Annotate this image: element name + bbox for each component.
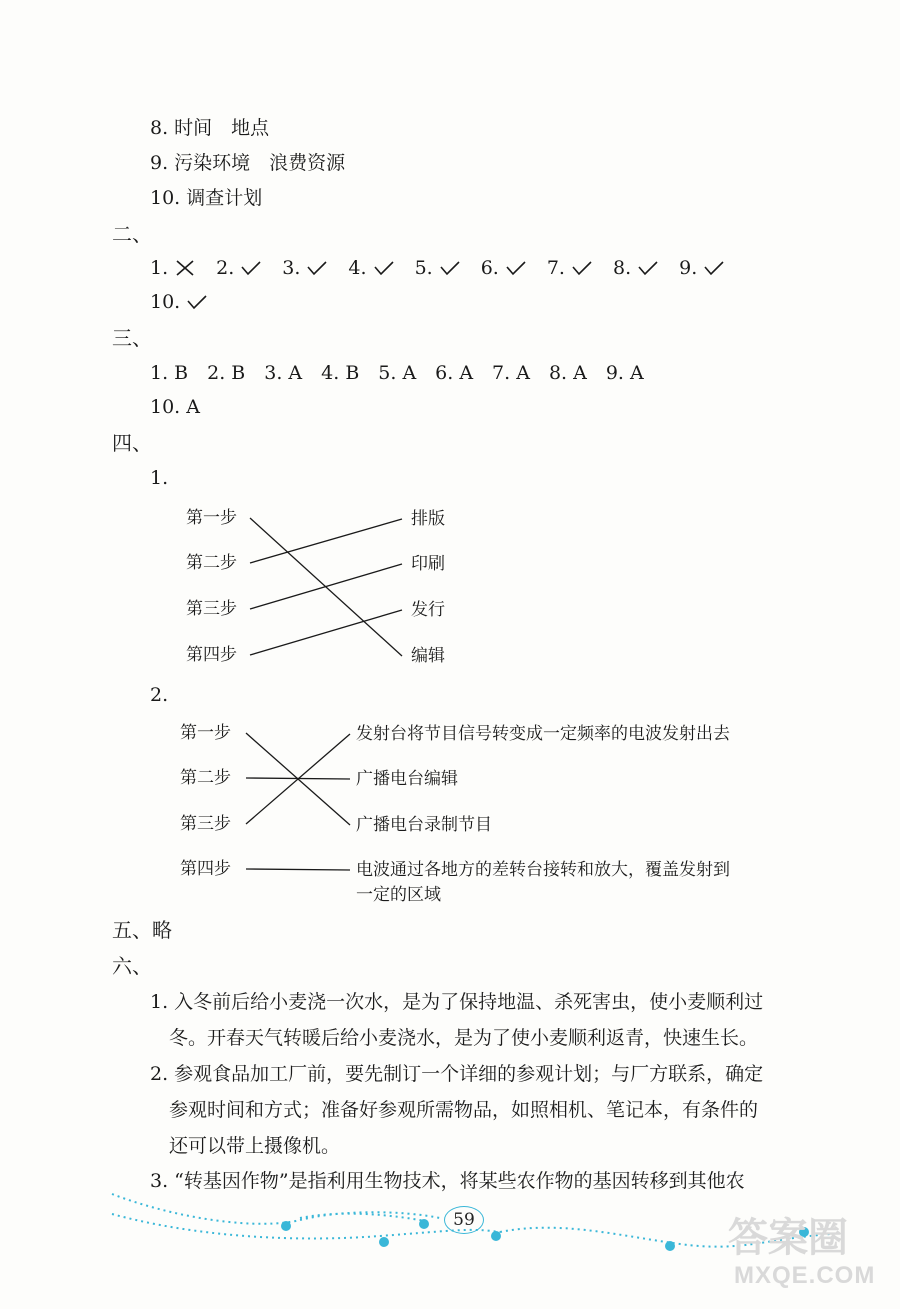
essay-line-1: 1. 入冬前后给小麦浇一次水，是为了保持地温、杀死害虫，使小麦顺利过 [150, 991, 764, 1013]
section-heading-3: 三、 [112, 326, 152, 350]
section-heading-6: 六、 [112, 954, 152, 978]
choice-answers-row-1: 1. B 2. B 3. A 4. B 5. A 6. A 7. A 8. A 9. A [150, 362, 644, 384]
q1-left-step-4: 第四步 [186, 645, 237, 665]
essay-line-6: 3. “转基因作物”是指利用生物技术，将某些农作物的基因转移到其他农 [150, 1170, 745, 1192]
choice-answers-row-2: 10. A [150, 396, 200, 418]
q1-left-step-3: 第三步 [186, 599, 237, 619]
q1-left-step-2: 第二步 [186, 553, 237, 573]
section-heading-5: 五、略 [112, 918, 172, 942]
q2-right-item-4: 电波通过各地方的差转台接转和放大，覆盖发射到 [356, 860, 730, 880]
q1-match-line-4 [250, 610, 402, 655]
question-4-2-number: 2. [150, 684, 169, 706]
q2-left-step-4: 第四步 [180, 859, 231, 879]
q1-match-line-3 [250, 564, 402, 609]
q2-match-line-4 [246, 869, 350, 870]
section-heading-2: 二、 [112, 222, 152, 246]
judgment-answer-number: 5. [414, 257, 433, 279]
judgment-answer-number: 9. [679, 257, 698, 279]
q2-left-step-3: 第三步 [180, 814, 231, 834]
judgment-answer-number: 6. [480, 257, 499, 279]
judgment-answer-number: 3. [282, 257, 301, 279]
essay-line-3: 2. 参观食品加工厂前，要先制订一个详细的参观计划；与厂方联系，确定 [150, 1063, 764, 1085]
q1-right-item-1: 排版 [411, 509, 445, 529]
answer-9: 9. 污染环境 浪费资源 [150, 152, 346, 174]
judgment-answer-number: 8. [612, 257, 632, 279]
judgment-answer-number: 2. [216, 257, 235, 279]
question-4-1-number: 1. [150, 467, 169, 489]
essay-line-4: 参观时间和方式；准备好参观所需物品，如照相机、笔记本，有条件的 [150, 1099, 759, 1121]
q2-right-item-1: 发射台将节目信号转变成一定频率的电波发射出去 [356, 724, 730, 744]
answer-8: 8. 时间 地点 [150, 117, 270, 139]
q1-right-item-3: 发行 [411, 600, 445, 620]
watermark-site-text: MXQE.COM [734, 1262, 876, 1289]
judgment-answer-number: 10. [150, 291, 181, 313]
q2-right-item-3: 广播电台录制节目 [356, 815, 492, 835]
q2-left-step-2: 第二步 [180, 768, 231, 788]
q1-right-item-2: 印刷 [411, 554, 445, 574]
judgment-answer-number: 7. [546, 257, 565, 279]
q2-left-step-1: 第一步 [180, 723, 231, 743]
section-heading-4: 四、 [112, 431, 152, 455]
q2-right-item-2: 广播电台编辑 [356, 769, 458, 789]
judgment-answer-number: 4. [348, 257, 367, 279]
judgment-answer-number: 1. [150, 257, 169, 279]
answer-10: 10. 调查计划 [150, 187, 263, 209]
essay-line-5: 还可以带上摄像机。 [150, 1135, 341, 1157]
q1-right-item-4: 编辑 [411, 646, 445, 666]
q1-match-line-2 [250, 519, 402, 563]
q1-left-step-1: 第一步 [186, 508, 237, 528]
watermark-logo-text: 答案圈 [728, 1216, 848, 1260]
page-number: 59 [444, 1206, 484, 1234]
essay-line-2: 冬。开春天气转暖后给小麦浇水，是为了使小麦顺利返青，快速生长。 [150, 1027, 759, 1049]
q2-right-item-4-continued: 一定的区域 [356, 885, 441, 905]
